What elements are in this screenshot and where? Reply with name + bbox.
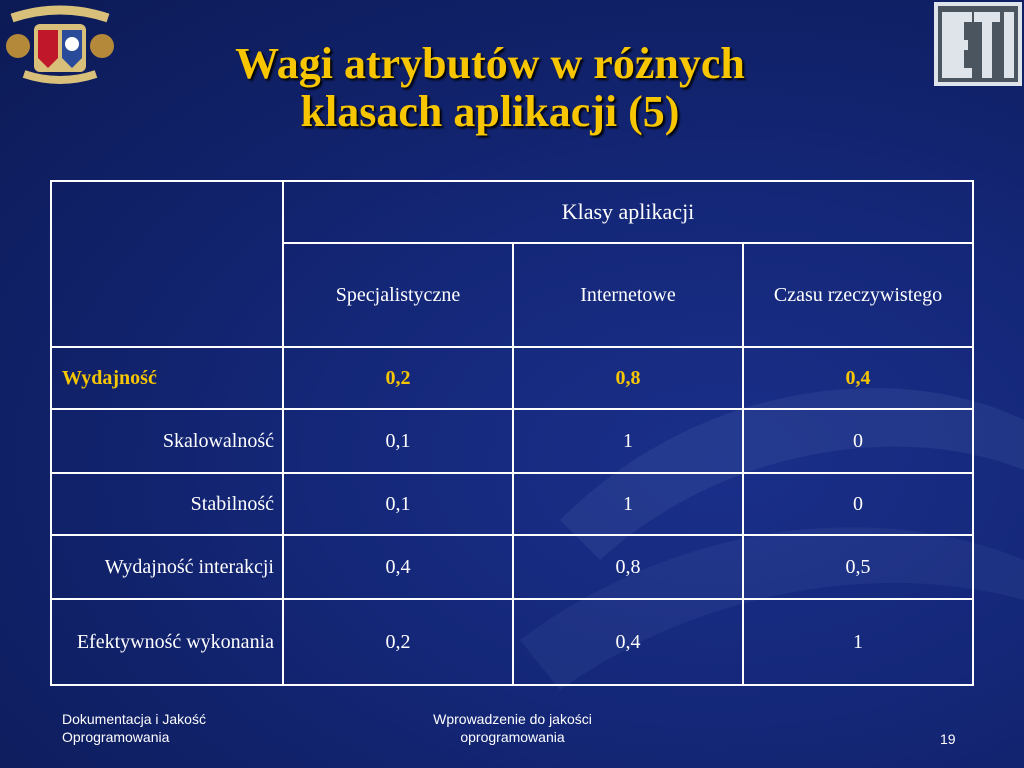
- table-cell: 0,4: [513, 599, 743, 685]
- table-cell: 0,2: [283, 599, 513, 685]
- table-corner-cell: [51, 181, 283, 347]
- row-label: Wydajność interakcji: [51, 535, 283, 599]
- page-number: 19: [940, 731, 956, 747]
- attribute-weights-table: [50, 180, 974, 686]
- table-cell: 0: [743, 409, 973, 473]
- slide-title: [150, 40, 830, 136]
- title-line-2: klasach aplikacji (5): [300, 87, 680, 136]
- row-label: Stabilność: [51, 473, 283, 535]
- table-cell: 1: [743, 599, 973, 685]
- row-label: Wydajność: [51, 347, 283, 409]
- table-cell: 0,1: [283, 409, 513, 473]
- column-header: Internetowe: [513, 243, 743, 347]
- footer-center-line-1: Wprowadzenie do jakości: [433, 711, 592, 727]
- row-label: Skalowalność: [51, 409, 283, 473]
- column-header: Czasu rzeczywistego: [743, 243, 973, 347]
- table-cell: 0,5: [743, 535, 973, 599]
- title-line-1: Wagi atrybutów w różnych: [235, 39, 745, 88]
- footer-course-name: [62, 710, 206, 746]
- group-header: Klasy aplikacji: [283, 181, 973, 243]
- row-label: Efektywność wykonania: [51, 599, 283, 685]
- table-row: [51, 535, 973, 599]
- table-cell: 0: [743, 473, 973, 535]
- table-cell: 0,8: [513, 535, 743, 599]
- footer-lecture-name: [385, 710, 640, 746]
- footer-center-line-2: oprogramowania: [460, 729, 565, 745]
- table-row: [51, 473, 973, 535]
- table-cell: 0,4: [283, 535, 513, 599]
- column-header: Specjalistyczne: [283, 243, 513, 347]
- table-row: [51, 347, 973, 409]
- table-cell: 1: [513, 473, 743, 535]
- footer-left-line-2: Oprogramowania: [62, 729, 170, 745]
- table-cell: 0,8: [513, 347, 743, 409]
- university-crest-logo: [4, 4, 116, 90]
- table-row: [51, 599, 973, 685]
- table-cell: 0,1: [283, 473, 513, 535]
- eti-faculty-logo: [934, 2, 1022, 86]
- table-cell: 1: [513, 409, 743, 473]
- table-cell: 0,4: [743, 347, 973, 409]
- table-cell: 0,2: [283, 347, 513, 409]
- footer-left-line-1: Dokumentacja i Jakość: [62, 711, 206, 727]
- table-row: [51, 409, 973, 473]
